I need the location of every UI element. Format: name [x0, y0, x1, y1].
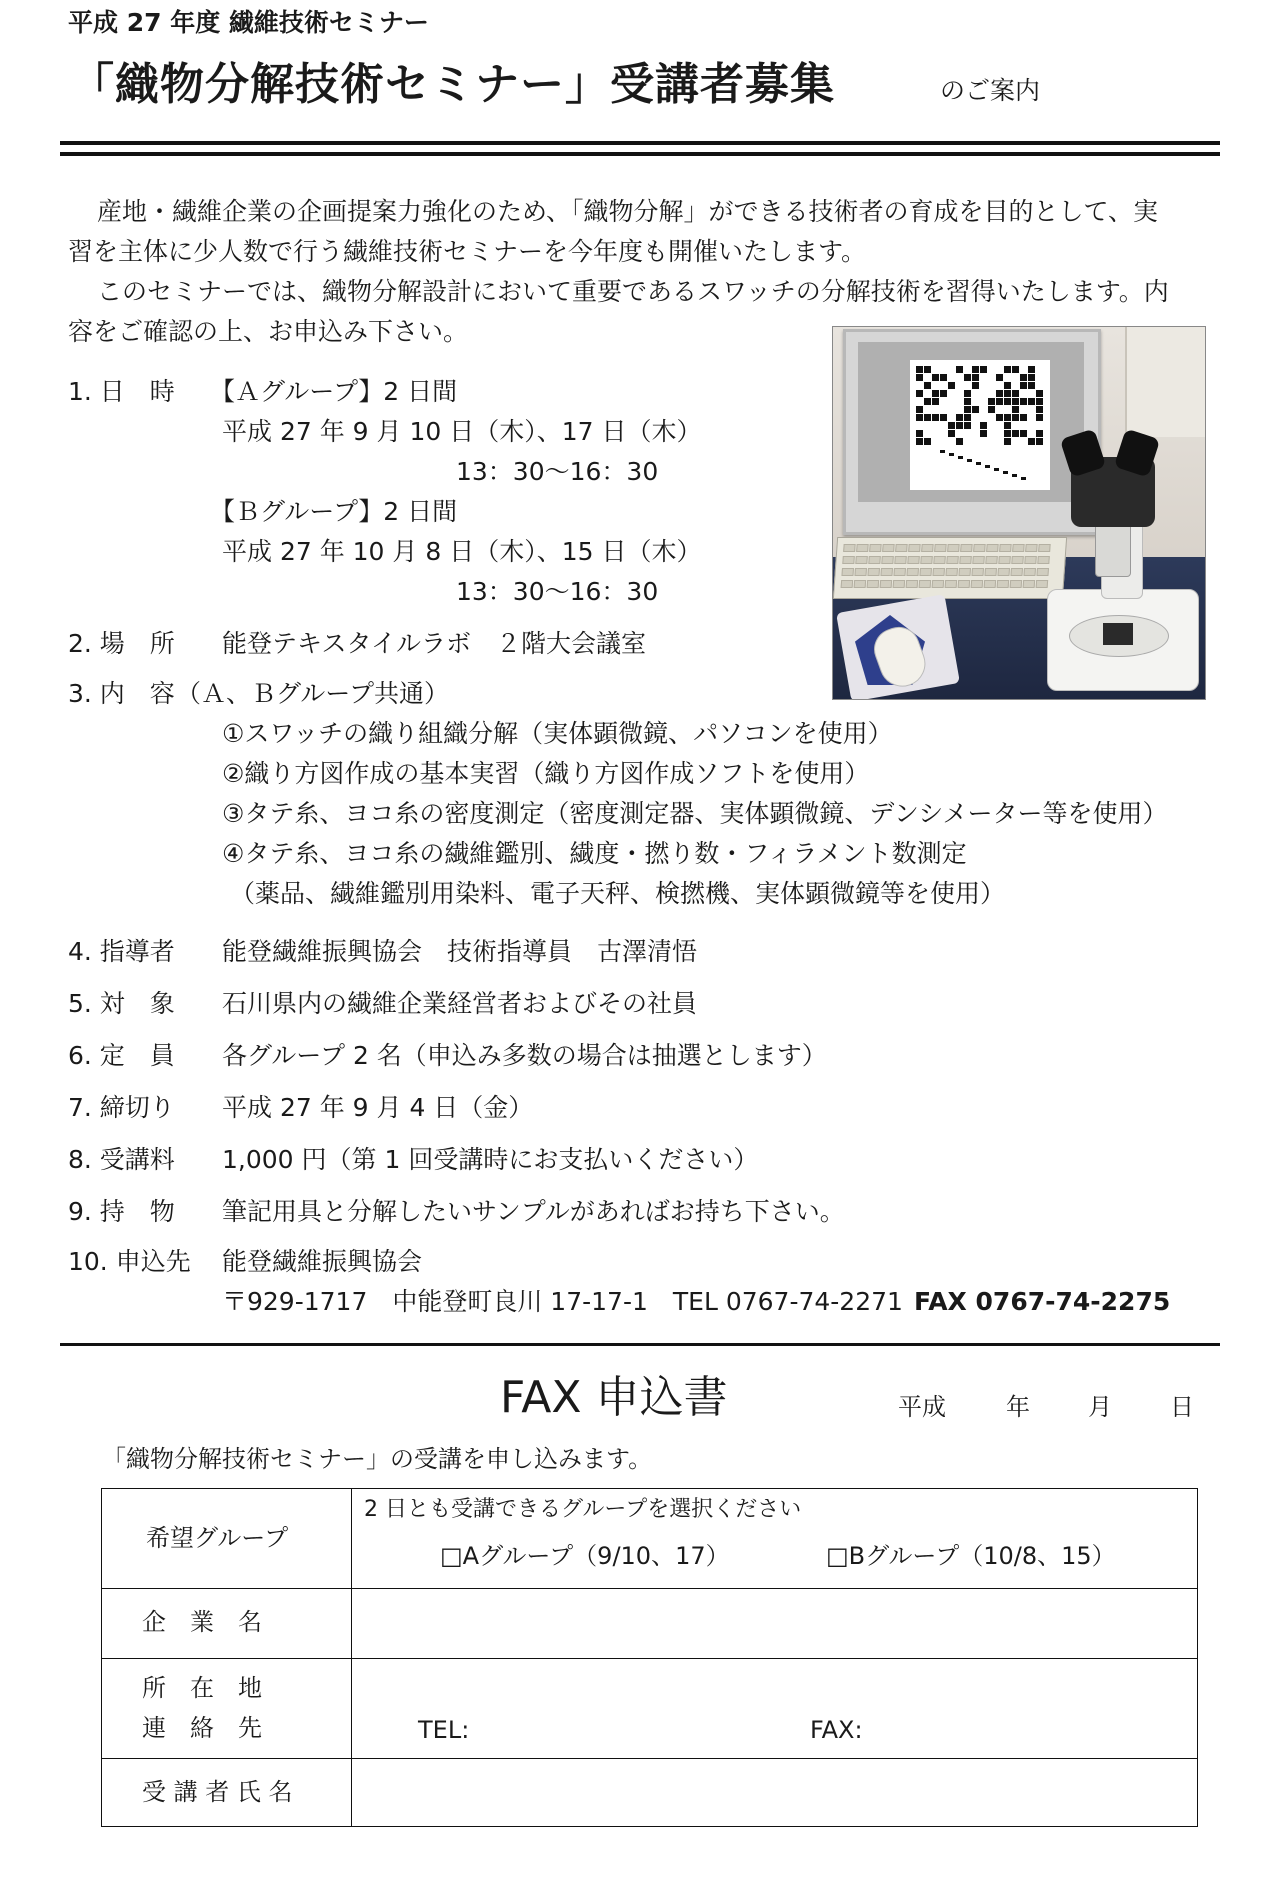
place-label: 2. 場 所: [68, 629, 175, 658]
group-a-time: 13：30〜16：30: [456, 457, 659, 486]
intro-line: 習を主体に少人数で行う繊維技術セミナーを今年度も開催いたします。: [68, 237, 867, 266]
group-label: 希望グループ: [146, 1524, 289, 1552]
fax-form-lead: 「織物分解技術セミナー」の受講を申し込みます。: [102, 1445, 653, 1473]
capacity-value: 各グループ 2 名（申込み多数の場合は抽選とします）: [222, 1041, 827, 1070]
content-header: （Ａ、Ｂグループ共通）: [176, 679, 450, 708]
company-field[interactable]: [352, 1589, 1198, 1659]
section-divider: [60, 1343, 1220, 1346]
intro-line: 産地・繊維企業の企画提案力強化のため、「織物分解」ができる技術者の育成を目的として、実: [97, 197, 1159, 226]
group-label-cell: [102, 1489, 352, 1589]
monitor-icon: [843, 329, 1101, 535]
capacity-label: 6. 定 員: [68, 1041, 175, 1070]
group-option-a[interactable]: □Aグループ（9/10、17）: [440, 1542, 730, 1570]
group-a-date: 平成 27 年 9 月 10 日（木）、17 日（木）: [222, 417, 702, 446]
name-label: 受 講 者 氏 名: [142, 1778, 293, 1806]
address-label: 所 在 地: [142, 1674, 262, 1702]
date-era: 平成: [898, 1393, 946, 1421]
content-item: ③タテ糸、ヨコ糸の密度測定（密度測定器、実体顕微鏡、デンシメーター等を使用）: [222, 799, 1168, 828]
date-year: 年: [1006, 1393, 1030, 1421]
place-value: 能登テキスタイルラボ ２階大会議室: [222, 629, 647, 658]
apply-address: 〒929-1717 中能登町良川 17-17-1 TEL 0767-74-2271: [222, 1287, 903, 1316]
keyboard-icon: [833, 537, 1067, 599]
company-label-cell: [102, 1589, 352, 1659]
address-field[interactable]: [352, 1659, 1198, 1759]
target-label: 5. 対 象: [68, 989, 175, 1018]
deadline-label: 7. 締切り: [68, 1093, 175, 1122]
fax-label: FAX:: [810, 1716, 863, 1744]
group-option-b[interactable]: □Bグループ（10/8、15）: [826, 1542, 1116, 1570]
deadline-value: 平成 27 年 9 月 4 日（金）: [222, 1093, 534, 1122]
date-day: 日: [1170, 1393, 1194, 1421]
apply-label: 10. 申込先: [68, 1247, 191, 1276]
group-b-header: 【Ｂグループ】2 日間: [210, 497, 458, 526]
tel-label: TEL:: [418, 1716, 470, 1744]
content-label: 3. 内 容: [68, 679, 175, 708]
page-title: 「織物分解技術セミナー」受講者募集: [70, 59, 835, 110]
belongings-value: 筆記用具と分解したいサンプルがあればお持ち下さい。: [222, 1197, 845, 1226]
date-month: 月: [1088, 1393, 1112, 1421]
name-field[interactable]: [352, 1759, 1198, 1827]
instructor-label: 4. 指導者: [68, 937, 175, 966]
fax-form-title: FAX 申込書: [500, 1372, 728, 1423]
instructor-value: 能登繊維振興協会 技術指導員 古澤清悟: [222, 937, 698, 966]
company-label: 企 業 名: [142, 1608, 262, 1636]
apply-fax: FAX 0767-74-2275: [914, 1287, 1171, 1316]
fee-label: 8. 受講料: [68, 1145, 175, 1174]
target-value: 石川県内の繊維企業経営者およびその社員: [222, 989, 698, 1018]
name-label-cell: [102, 1759, 352, 1827]
fee-value: 1,000 円（第 1 回受講時にお支払いください）: [222, 1145, 759, 1174]
schedule-label: 1. 日 時: [68, 377, 175, 406]
group-b-time: 13：30〜16：30: [456, 577, 659, 606]
content-item: ②織り方図作成の基本実習（織り方図作成ソフトを使用）: [222, 759, 870, 788]
belongings-label: 9. 持 物: [68, 1197, 175, 1226]
content-item: ④タテ糸、ヨコ糸の繊維鑑別、繊度・撚り数・フィラメント数測定: [222, 839, 967, 868]
group-b-date: 平成 27 年 10 月 8 日（木）、15 日（木）: [222, 537, 702, 566]
address-label-cell: [102, 1659, 352, 1759]
content-item: ①スワッチの織り組織分解（実体顕微鏡、パソコンを使用）: [222, 719, 893, 748]
subtitle: 平成 27 年度 繊維技術セミナー: [68, 8, 429, 37]
intro-line: 容をご確認の上、お申込み下さい。: [68, 317, 469, 346]
title-rule-bottom: [60, 152, 1220, 156]
contact-label: 連 絡 先: [142, 1714, 262, 1742]
intro-line: このセミナーでは、織物分解設計において重要であるスワッチの分解技術を習得いたします。内: [97, 277, 1169, 306]
apply-org: 能登繊維振興協会: [222, 1247, 423, 1276]
seminar-photo: [832, 326, 1206, 700]
group-select-cell: [352, 1489, 1198, 1589]
title-suffix: のご案内: [940, 76, 1041, 105]
group-a-header: 【Ａグループ】2 日間: [210, 377, 458, 406]
title-rule-top: [60, 141, 1220, 145]
application-form: [101, 1488, 1198, 1827]
group-instruction: 2 日とも受講できるグループを選択ください: [364, 1497, 802, 1522]
content-note: （薬品、繊維鑑別用染料、電子天秤、検撚機、実体顕微鏡等を使用）: [230, 879, 1006, 908]
